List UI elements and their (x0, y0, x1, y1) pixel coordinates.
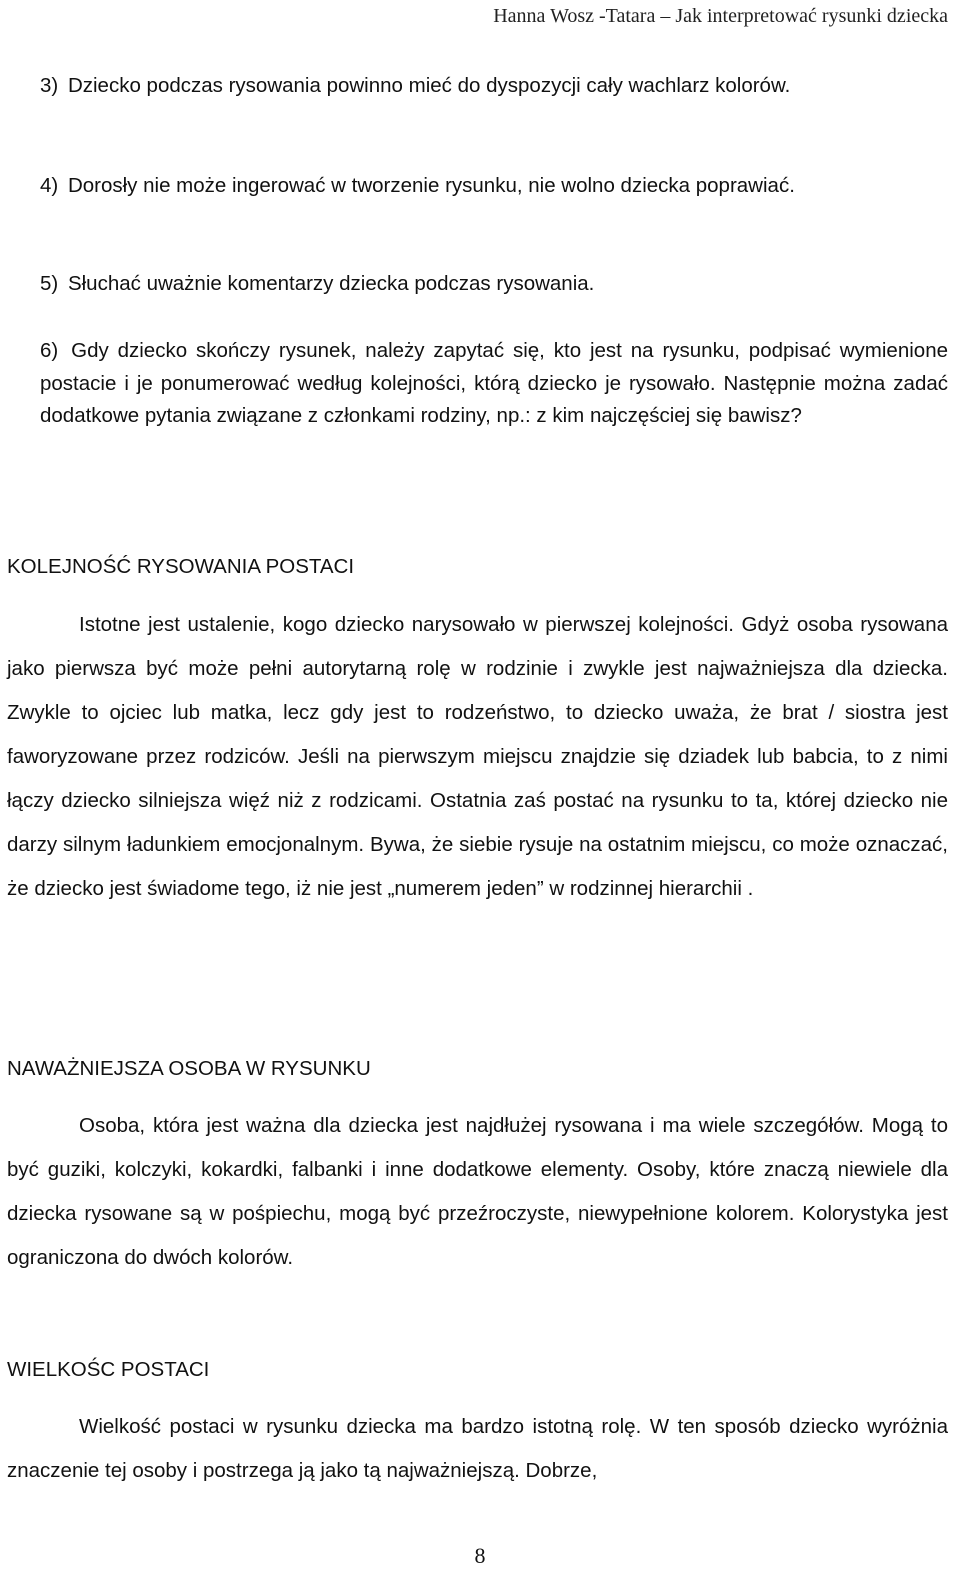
list-item-text: Dziecko podczas rysowania powinno mieć do dyspozycji cały wachlarz kolorów. (67, 74, 791, 97)
section-body-figure-size: Wielkość postaci w rysunku dziecka ma bardzo istotną rolę. W ten sposób dziecko wyróżnia znaczenie tej osoby i postrzega ją jako tą najważniejszą. Dobrze, (7, 1415, 948, 1482)
section-body-most-important-person: Osoba, która jest ważna dla dziecka jest najdłużej rysowana i ma wiele szczegółów. Mogą to być guziki, kolczyki, kokardki, falbanki i inne dodatkowe elementy. Osoby, które znaczą niewiele dla dziecka rysowane są w pośpiechu, mogą być przeźroczyste, niewypełnione kolorem. Kolorystyka jest ograniczona do dwóch kolorów. (7, 1114, 948, 1269)
list-item-text: Gdy dziecko skończy rysunek, należy zapytać się, kto jest na rysunku, podpisać wymienione postacie i je ponumerować według kolejności, którą dziecko je rysowało. Następnie można zadać dodatkowe pytania związane z członkami rodziny, np.: z kim najczęściej się bawisz? (40, 339, 948, 427)
running-header: Hanna Wosz -Tatara – Jak interpretować rysunki dziecka (493, 5, 948, 27)
list-item-number: 5) (40, 272, 59, 295)
list-item-6 (40, 335, 948, 433)
section-heading-drawing-order: KOLEJNOŚĆ RYSOWANIA POSTACI (7, 555, 355, 578)
list-item-number: 6) (40, 339, 59, 362)
page-number: 8 (474, 1543, 486, 1568)
list-item-text: Dorosły nie może ingerować w tworzenie rysunku, nie wolno dziecka poprawiać. (67, 174, 795, 197)
list-item-number: 4) (40, 174, 59, 197)
section-heading-most-important-person: NAWAŻNIEJSZA OSOBA W RYSUNKU (7, 1057, 371, 1080)
list-item-3 (40, 70, 948, 103)
list-item-text: Słuchać uważnie komentarzy dziecka podczas rysowania. (67, 272, 595, 295)
list-item-number: 3) (40, 74, 59, 97)
list-item-5 (40, 268, 948, 301)
section-body-drawing-order: Istotne jest ustalenie, kogo dziecko narysowało w pierwszej kolejności. Gdyż osoba rysowana jako pierwsza być może pełni autorytarną rolę w rodzinie i zwykle jest najważniejsza dla dziecka. Zwykle to ojciec lub matka, lecz gdy jest to rodzeństwo, to dziecko uważa, że brat / siostra jest faworyzowane przez rodziców. Jeśli na pierwszym miejscu znajdzie się dziadek lub babcia, to z nimi łączy dziecko silniejsza więź niż z rodzicami. Ostatnia zaś postać na rysunku to ta, której dziecko nie darzy silnym ładunkiem emocjonalnym. Bywa, że siebie rysuje na ostatnim miejscu, co może oznaczać, że dziecko jest świadome tego, iż nie jest „numerem jeden” w rodzinnej hierarchii . (7, 613, 948, 900)
section-heading-figure-size: WIELKOŚC POSTACI (7, 1358, 210, 1381)
list-item-4 (40, 170, 948, 203)
